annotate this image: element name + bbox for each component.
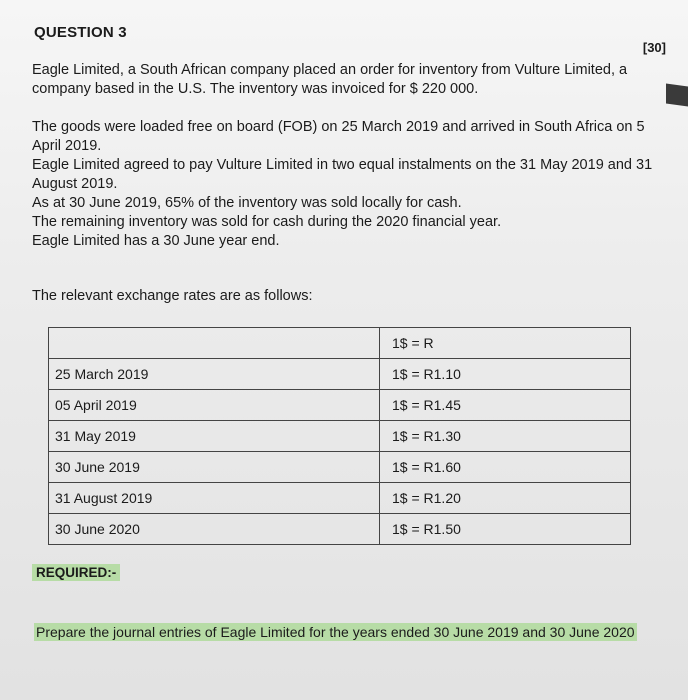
required-label: REQUIRED:- — [32, 564, 120, 581]
table-row — [49, 359, 631, 390]
date-cell: 31 August 2019 — [49, 483, 380, 514]
date-cell: 25 March 2019 — [49, 359, 380, 390]
detail-line: The goods were loaded free on board (FOB) on 25 March 2019 and arrived in South Africa on 5 April 2019. — [32, 119, 645, 154]
details-paragraph — [32, 118, 672, 251]
detail-line: Eagle Limited agreed to pay Vulture Limited in two equal instalments on the 31 May 2019 and 31 August 2019. — [32, 157, 653, 192]
table-row — [49, 452, 631, 483]
detail-line: As at 30 June 2019, 65% of the inventory was sold locally for cash. — [32, 195, 462, 211]
rate-cell: 1$ = R1.50 — [380, 514, 631, 545]
rate-cell: 1$ = R1.60 — [380, 452, 631, 483]
question-marks: [30] — [642, 40, 666, 55]
detail-line: The remaining inventory was sold for cash during the 2020 financial year. — [32, 214, 502, 230]
rate-cell: 1$ = R1.20 — [380, 483, 631, 514]
required-instruction — [34, 624, 664, 641]
table-header-cell — [49, 328, 380, 359]
instruction-text: Prepare the journal entries of Eagle Limited for the years ended 30 June 2019 and 30 June 2020 — [36, 624, 635, 640]
rate-cell: 1$ = R1.45 — [380, 390, 631, 421]
table-header-row — [49, 328, 631, 359]
question-title: QUESTION 3 — [34, 24, 127, 41]
date-cell: 30 June 2020 — [49, 514, 380, 545]
table-row — [49, 483, 631, 514]
rate-cell: 1$ = R1.10 — [380, 359, 631, 390]
intro-paragraph: Eagle Limited, a South African company placed an order for inventory from Vulture Limited, a company based in the U.S. The inventory was invoiced for $ 220 000. — [32, 62, 628, 97]
detail-line: Eagle Limited has a 30 June year end. — [32, 233, 280, 249]
date-cell: 05 April 2019 — [49, 390, 380, 421]
date-cell: 30 June 2019 — [49, 452, 380, 483]
table-row — [49, 514, 631, 545]
rate-cell: 1$ = R1.30 — [380, 421, 631, 452]
rates-intro: The relevant exchange rates are as follows: — [32, 288, 313, 304]
table-row — [49, 421, 631, 452]
table-row — [49, 390, 631, 421]
date-cell: 31 May 2019 — [49, 421, 380, 452]
table-header-cell: 1$ = R — [380, 328, 631, 359]
exchange-rates-table — [48, 327, 631, 545]
